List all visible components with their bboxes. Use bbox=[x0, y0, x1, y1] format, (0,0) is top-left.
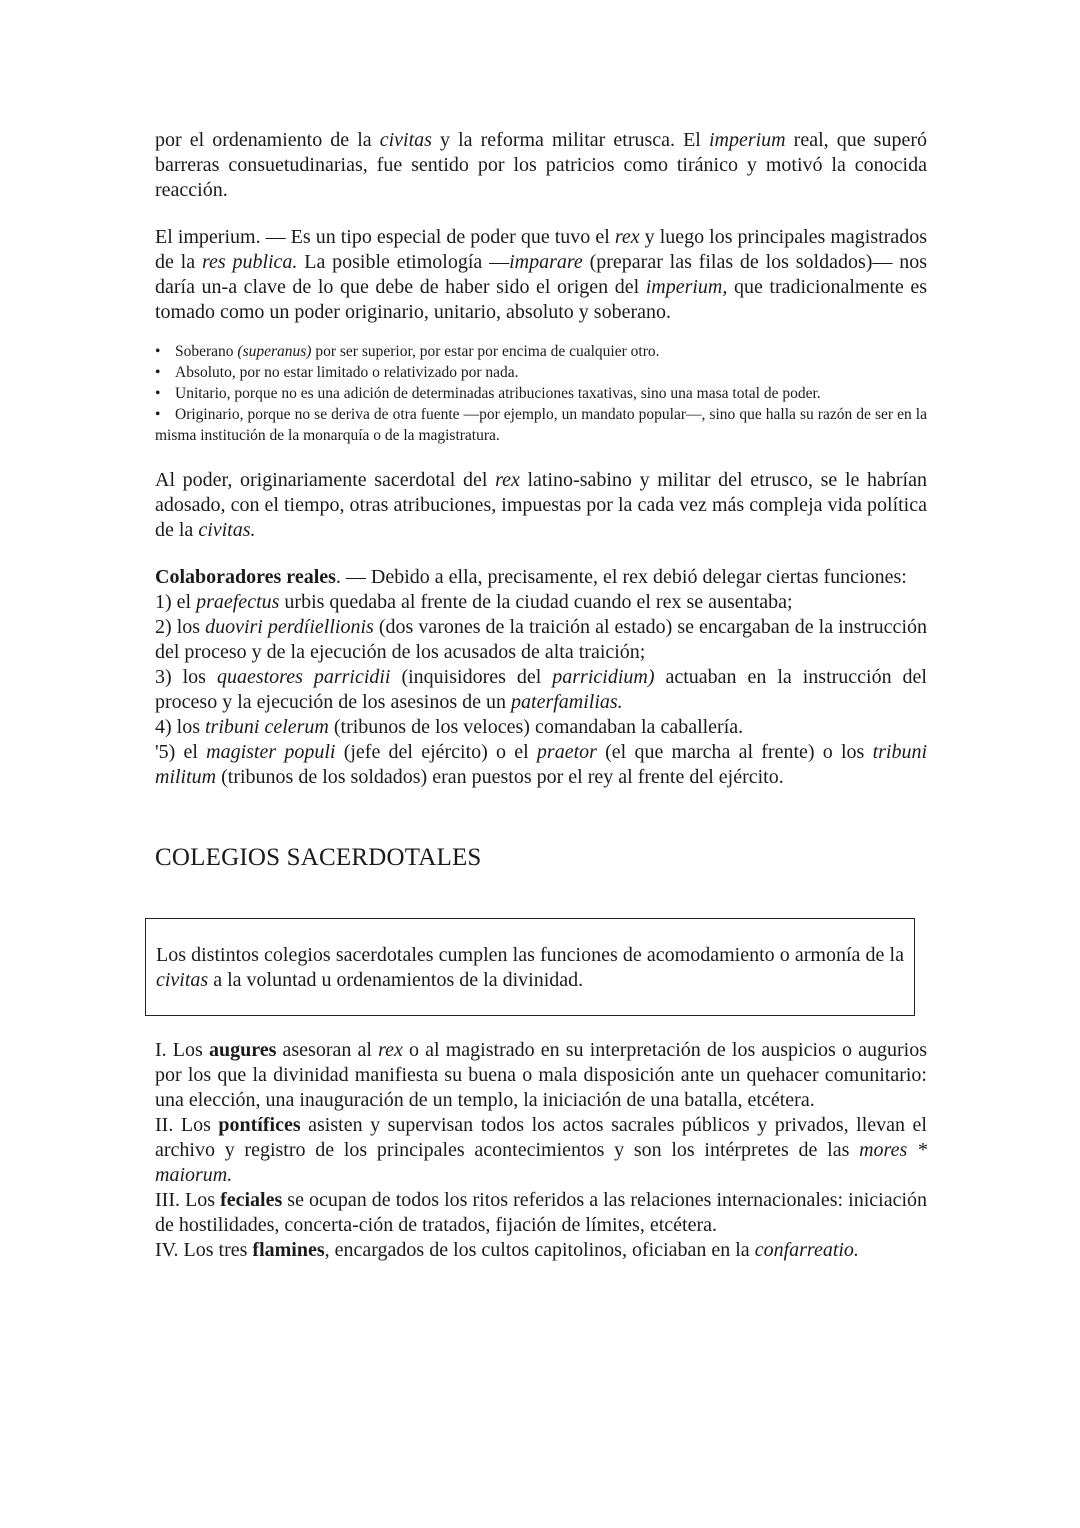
bullet-icon: • bbox=[155, 385, 161, 402]
colaboradores-heading: Colaboradores reales bbox=[155, 566, 336, 588]
imperium-italic: imperium, bbox=[645, 276, 728, 298]
imperium-text: (preparar las filas de los soldados)— nos daría un-a clave de lo que debe de haber sido el origen del bbox=[155, 251, 928, 298]
bullet-item: • Soberano (superanus) por ser superior, por estar por encima de cualquier otro. bbox=[155, 343, 660, 360]
list-item: 3) los quaestores parricidii (inquisidores del parricidium) actuaban en la instrucción del proceso y la ejecución de los asesinos de un paterfamilias. bbox=[155, 666, 927, 713]
list-item: 4) los tribuni celerum (tribunos de los veloces) comandaban la caballería. bbox=[155, 716, 744, 738]
bullet-item: • Originario, porque no se deriva de otra fuente —por ejemplo, un mandato popular—, sino que halla su razón de ser en la misma institución de la monarquía o de la magistratura. bbox=[155, 406, 927, 444]
intro-text: por el ordenamiento de la bbox=[155, 129, 380, 151]
bullet-icon: • bbox=[155, 343, 161, 360]
list-item: 1) el praefectus urbis quedaba al frente de la ciudad cuando el rex se ausentaba; bbox=[155, 591, 793, 613]
imperium-text: que tradicionalmente es tomado como un poder originario, unitario, absoluto y soberano. bbox=[155, 276, 927, 323]
bullet-icon: • bbox=[155, 364, 161, 381]
imperium-paragraph bbox=[155, 225, 927, 325]
imperium-italic: rex bbox=[614, 226, 640, 248]
poder-paragraph: Al poder, originariamente sacerdotal del rex latino-sabino y militar del etrusco, se le habrían adosado, con el tiempo, otras atribuciones, impuestas por la cada vez más compleja vida política de la civitas. bbox=[155, 469, 927, 541]
intro-italic: civitas bbox=[379, 129, 432, 151]
summary-text: Los distintos colegios sacerdotales cumplen las funciones de acomodamiento o armonía de la civitas a la voluntad u ordenamientos de la divinidad. bbox=[156, 944, 904, 991]
imperium-text: La posible etimología — bbox=[297, 251, 510, 273]
list-item: 2) los duoviri perdíiellionis (dos varones de la traición al estado) se encargaban de la instrucción del proceso y de la ejecución de los acusados de alta traición; bbox=[155, 616, 927, 663]
list-item: '5) el magister populi (jefe del ejército) o el praetor (el que marcha al frente) o los tribuni militum (tribunos de los soldados) eran puestos por el rey al frente del ejército. bbox=[155, 741, 928, 788]
imperium-text: y luego los principales magistrados de la bbox=[155, 226, 927, 273]
intro-italic: imperium bbox=[708, 129, 786, 151]
colaboradores-intro: Colaboradores reales. — Debido a ella, precisamente, el rex debió delegar ciertas funciones: bbox=[155, 566, 907, 588]
imperium-bullet-list bbox=[155, 341, 927, 446]
imperium-italic: imparare bbox=[509, 251, 583, 273]
bullet-item: • Unitario, porque no es una adición de determinadas atribuciones taxativas, sino una masa total de poder. bbox=[155, 385, 821, 402]
colaboradores-section bbox=[155, 565, 927, 790]
bullet-icon: • bbox=[155, 406, 161, 423]
colegio-item-pontifices: II. Los pontífices asisten y supervisan todos los actos sacrales públicos y privados, llevan el archivo y registro de los principales acontecimientos y son los intérpretes de las mores * maiorum. bbox=[155, 1114, 927, 1186]
intro-text: y la reforma militar etrusca. El bbox=[431, 129, 709, 151]
bullet-item: • Absoluto, por no estar limitado o relativizado por nada. bbox=[155, 364, 519, 381]
colegio-item-feciales: III. Los feciales se ocupan de todos los ritos referidos a las relaciones internacionales: iniciación de hostilidades, concerta-ción de tratados, fijación de límites, etcétera. bbox=[155, 1189, 928, 1236]
summary-box bbox=[145, 918, 915, 1016]
colegio-item-flamines: IV. Los tres flamines, encargados de los cultos capitolinos, oficiaban en la confarreatio. bbox=[155, 1239, 859, 1261]
section-heading: COLEGIOS SACERDOTALES bbox=[155, 844, 482, 871]
intro-text: real, que superó barreras consuetudinarias, fue sentido por los patricios como tiránico y motivó la conocida reacción. bbox=[155, 129, 927, 201]
colegio-item-augures: I. Los augures asesoran al rex o al magistrado en su interpretación de los auspicios o augurios por los que la divinidad manifiesta su buena o mala disposición ante un quehacer comunitario: una elección, una inauguración de un templo, la iniciación de una batalla, etcétera. bbox=[155, 1039, 927, 1111]
colegios-list bbox=[155, 1038, 927, 1263]
intro-paragraph bbox=[155, 128, 927, 203]
document-page bbox=[155, 128, 927, 1263]
imperium-italic: res publica. bbox=[201, 251, 298, 273]
imperium-text: El imperium. — Es un tipo especial de poder que tuvo el bbox=[155, 226, 615, 248]
